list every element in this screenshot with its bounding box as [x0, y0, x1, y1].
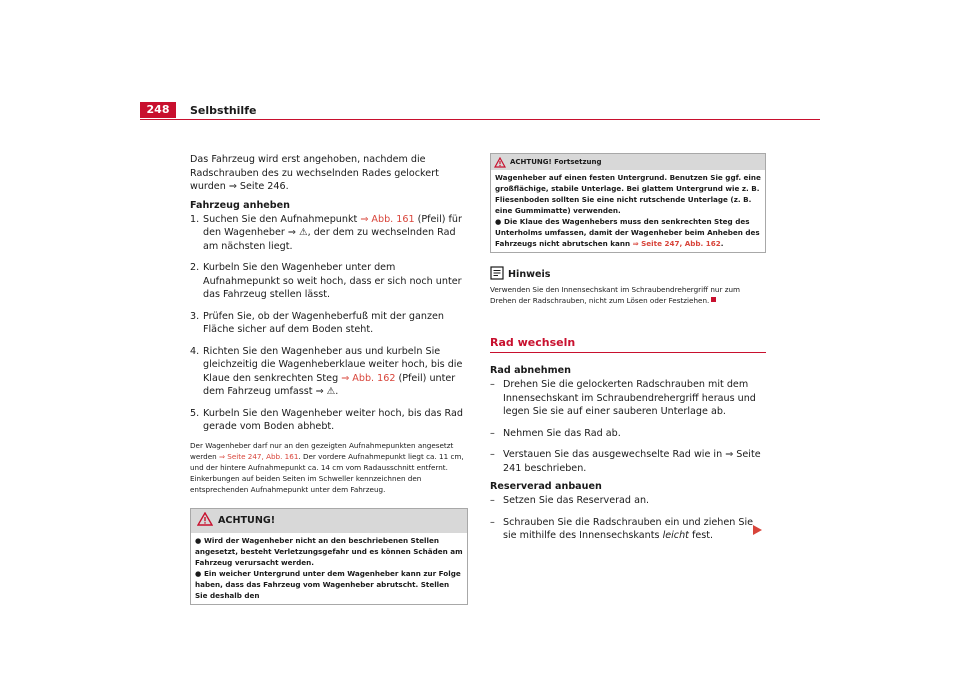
end-marker [711, 297, 716, 302]
page-number: 248 [140, 102, 176, 118]
step-1 [190, 213, 468, 254]
figure-link[interactable]: ⇒ Abb. 162 [341, 372, 396, 384]
warning-bullet: ● Die Klaue des Wagenhebers muss den senkrechten Steg des Unterholms umfassen, damit der Wagenheber beim Anheben des Fahrzeugs nicht abrutschen kann ⇒ Seite 247, Abb. 162. [495, 217, 760, 248]
page-link[interactable]: ⇒ Seite 247, Abb. 162 [632, 239, 721, 248]
small-note: Der Wagenheber darf nur an den gezeigten Aufnahmepunkten angesetzt werden ⇒ Seite 247, Abb. 161. Der vordere Aufnahmepunkt liegt ca. 11 cm, und der hintere Aufnahmepunkt ca. 14 cm vom Radausschnitt entfernt. Einkerbungen auf beiden Seiten im Schweller kennzeichnen den entsprechenden Aufnahmepunkt unter dem Fahrzeug. [190, 440, 464, 494]
step-3 [190, 310, 468, 337]
figure-link[interactable]: ⇒ Abb. 161 [360, 213, 415, 225]
warning-triangle-icon [197, 511, 213, 530]
hinweis-title: Hinweis [508, 269, 551, 280]
warning-continued-box [490, 153, 766, 253]
step-4 [190, 345, 468, 399]
bullet-dot: ● [195, 568, 202, 578]
step-text: Richten Sie den Wagenheber aus und kurbeln Sie gleichzeitig die Wagenheberklaue weiter hoch, bis die Klaue den senkrechten Steg ⇒ Abb. 162 (Pfeil) unter dem Fahrzeug umfasst ⇒ ⚠. [203, 345, 463, 397]
list-item: – Schrauben Sie die Radschrauben ein und ziehen Sie sie mithilfe des Innensechskants leicht fest. [490, 516, 754, 541]
heading-reserverad-anbauen: Reserverad anbauen [490, 481, 602, 492]
warning-bullet: ● Wird der Wagenheber nicht an den beschriebenen Stellen angesetzt, besteht Verletzungsgefahr und es können Schäden am Fahrzeug verursacht werden. [195, 535, 463, 567]
step-text: Kurbeln Sie den Wagenheber weiter hoch, bis das Rad gerade vom Boden abhebt. [203, 407, 463, 432]
step-text: Suchen Sie den Aufnahmepunkt ⇒ Abb. 161 (Pfeil) für den Wagenheber ⇒ ⚠, der dem zu wechselnden Rad am nächsten liegt. [203, 213, 462, 252]
warning-continued-body [491, 170, 765, 252]
list-item: – Verstauen Sie das ausgewechselte Rad wie in ⇒ Seite 241 beschrieben. [490, 449, 761, 474]
section-rad-wechseln [490, 336, 766, 353]
warning-continued-title: ACHTUNG! Fortsetzung [510, 158, 602, 166]
hinweis-block [490, 265, 766, 306]
section-heading: Rad wechseln [490, 336, 576, 349]
hinweis-text: Verwenden Sie den Innensechskant im Schraubendrehergriff nur zum Drehen der Radschrauben, nicht zum Lösen oder Festziehen. [490, 285, 741, 305]
warning-header [191, 509, 467, 533]
step-text: Kurbeln Sie den Wagenheber unter dem Aufnahmepunkt so weit hoch, dass er sich noch unter das Fahrzeug stellen lässt. [203, 262, 462, 300]
warning-paragraph: Wagenheber auf einen festen Untergrund. Benutzen Sie ggf. eine großflächige, stabile Unterlage. Bei glattem Untergrund wie z. B. Fliesenboden sollten Sie eine nicht rutschende Unterlage (z. B. eine Gummimatte) verwenden. [495, 173, 761, 215]
left-column [190, 153, 468, 605]
warning-title: ACHTUNG! [218, 515, 276, 526]
section-rule [490, 352, 766, 353]
note-icon [490, 265, 504, 284]
section-title: Selbsthilfe [190, 104, 257, 117]
hinweis-header [490, 265, 766, 284]
step-number: 5. [190, 407, 200, 419]
warning-body [191, 533, 467, 604]
warning-triangle-icon [494, 153, 506, 172]
step-number: 4. [190, 345, 200, 357]
bullet-dot: ● [195, 535, 202, 545]
heading-rad-abnehmen: Rad abnehmen [490, 365, 571, 376]
right-column [490, 153, 766, 551]
list-item: – Setzen Sie das Reserverad an. [490, 495, 650, 506]
warning-bullet: ● Ein weicher Untergrund unter dem Wagenheber kann zur Folge haben, dass das Fahrzeug vom Wagenheber abrutscht. Stellen Sie deshalb den [195, 568, 461, 600]
continue-arrow-icon[interactable] [753, 525, 762, 535]
step-2 [190, 261, 468, 302]
bullet-dot: ● [495, 217, 502, 226]
intro-paragraph: Das Fahrzeug wird erst angehoben, nachdem die Radschrauben des zu wechselnden Rades gelockert wurden ⇒ Seite 246. [190, 154, 439, 192]
step-number: 2. [190, 262, 200, 273]
warning-box [190, 508, 468, 605]
step-5 [190, 407, 468, 434]
header-rule [140, 119, 820, 120]
warning-continued-header [491, 154, 765, 170]
page-link[interactable]: ⇒ Seite 247, Abb. 161 [218, 451, 299, 461]
step-text: Prüfen Sie, ob der Wagenheberfuß mit der ganzen Fläche sicher auf dem Boden steht. [203, 310, 444, 335]
list-item: – Nehmen Sie das Rad ab. [490, 427, 621, 439]
heading-fahrzeug-anheben: Fahrzeug anheben [190, 199, 290, 211]
list-item: – Drehen Sie die gelockerten Radschrauben mit dem Innensechskant im Schraubendrehergriff heraus und legen Sie sie auf einer sauberen Unterlage ab. [490, 379, 756, 417]
step-number: 1. [190, 213, 200, 225]
step-number: 3. [190, 310, 200, 322]
